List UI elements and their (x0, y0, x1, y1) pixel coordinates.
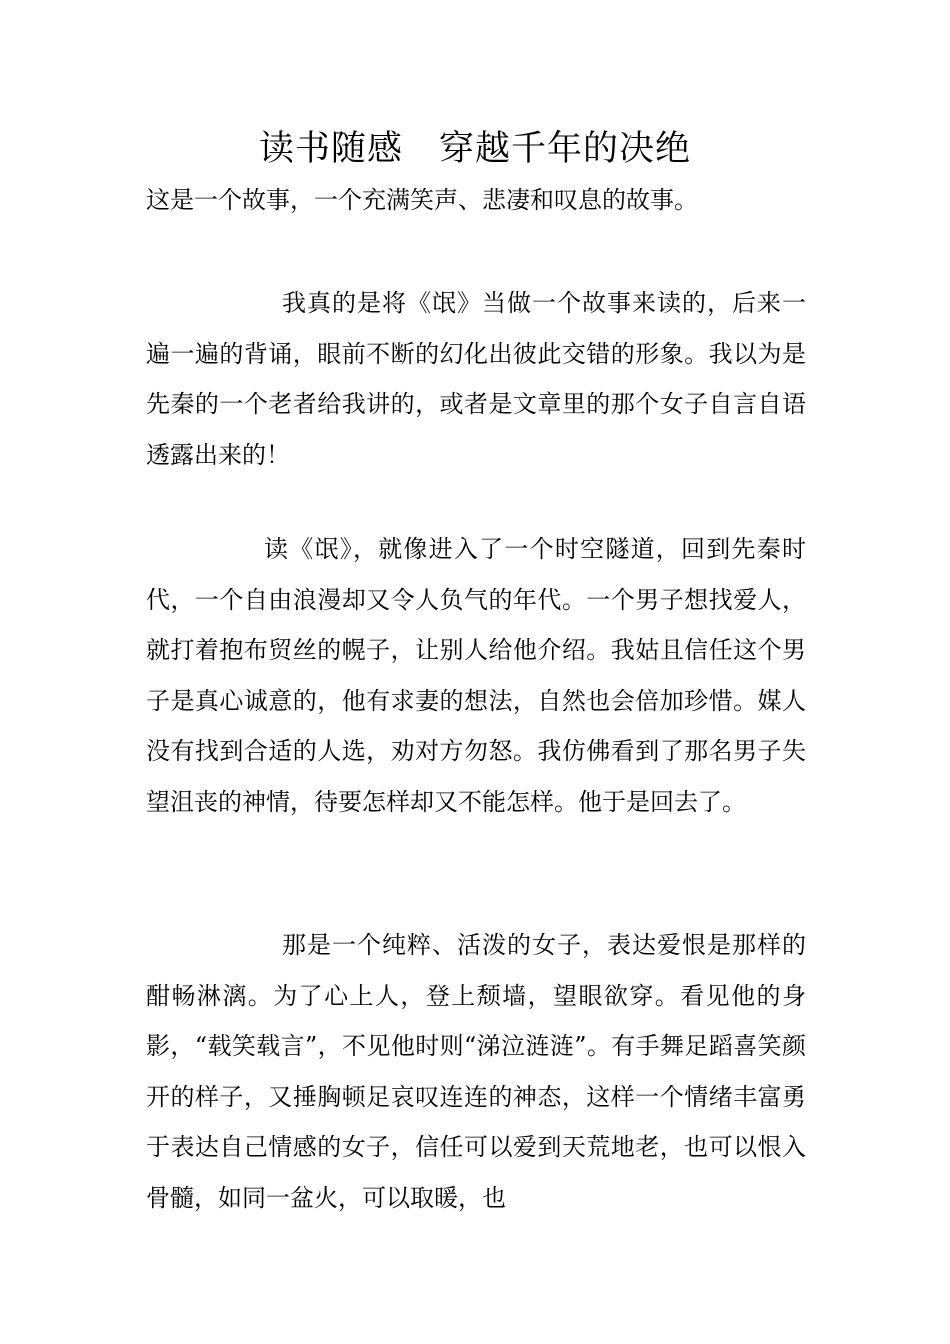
paragraph-3: 那是一个纯粹、活泼的女子，表达爱恨是那样的酣畅淋漓。为了心上人，登上颓墙，望眼欲穿。看见他的身影，“载笑载言”，不见他时则“涕泣涟涟”。有手舞足蹈喜笑颜开的样子，又捶胸顿足哀叹连连的神态，这样一个情绪丰富勇于表达自己情感的女子，信任可以爱到天荒地老，也可以恨入骨髓，如同一盆火，可以取暖，也 (146, 931, 806, 1212)
paragraph-2: 读《氓》，就像进入了一个时空隧道，回到先秦时代，一个自由浪漫却又令人负气的年代。一个男子想找爱人，就打着抱布贸丝的幌子，让别人给他介绍。我姑且信任这个男子是真心诚意的，他有求妻的想法，自然也会倍加珍惜。媒人没有找到合适的人选，劝对方勿怒。我仿佛看到了那名男子失望沮丧的神情，待要怎样却又不能怎样。他于是回去了。 (146, 535, 806, 816)
intro-line: 这是一个故事，一个充满笑声、悲凄和叹息的故事。 (146, 186, 698, 214)
paragraph-1: 我真的是将《氓》当做一个故事来读的，后来一遍一遍的背诵，眼前不断的幻化出彼此交错的形象。我以为是先秦的一个老者给我讲的，或者是文章里的那个女子自言自语透露出来的！ (146, 289, 806, 469)
document-title: 读书随感 穿越千年的决绝 (258, 129, 691, 169)
